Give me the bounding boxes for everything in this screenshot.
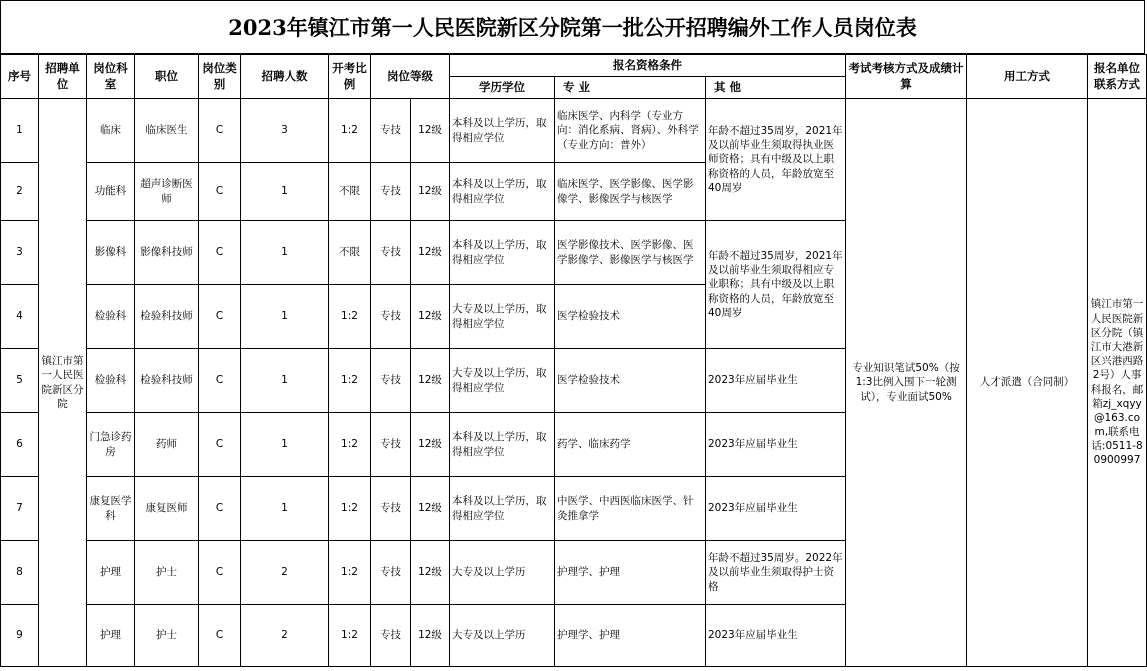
cell-position: 康复医师 <box>135 477 199 541</box>
cell-level-grade: 12级 <box>411 221 450 285</box>
positions-table <box>0 54 1147 667</box>
cell-other: 2023年应届毕业生 <box>706 349 846 413</box>
cell-major: 医学影像技术、医学影像、医学影像学、影像医学与核医学 <box>555 221 706 285</box>
cell-level-grade: 12级 <box>411 99 450 163</box>
cell-other: 年龄不超过35周岁，2021年及以前毕业生须取得执业医师资格；具有中级及以上职称资格的人员，年龄放宽至40周岁 <box>706 99 846 221</box>
cell-dept: 门急诊药房 <box>87 413 135 477</box>
header-major: 专 业 <box>555 77 706 99</box>
header-category: 岗位类别 <box>199 55 241 99</box>
cell-level-grade: 12级 <box>411 349 450 413</box>
cell-category: C <box>199 221 241 285</box>
cell-other: 2023年应届毕业生 <box>706 477 846 541</box>
cell-dept: 功能科 <box>87 163 135 221</box>
cell-category: C <box>199 477 241 541</box>
cell-education: 大专及以上学历 <box>450 605 555 667</box>
header-row <box>1 55 1147 77</box>
cell-dept: 康复医学科 <box>87 477 135 541</box>
cell-ratio: 1:2 <box>329 349 371 413</box>
cell-dept: 护理 <box>87 605 135 667</box>
cell-ratio: 1:2 <box>329 285 371 349</box>
cell-major: 护理学、护理 <box>555 541 706 605</box>
cell-unit: 镇江市第一人民医院新区分院 <box>39 99 87 667</box>
cell-position: 超声诊断医师 <box>135 163 199 221</box>
cell-seq: 9 <box>1 605 39 667</box>
cell-category: C <box>199 99 241 163</box>
cell-seq: 7 <box>1 477 39 541</box>
cell-ratio: 1:2 <box>329 541 371 605</box>
cell-ratio: 1:2 <box>329 413 371 477</box>
cell-count: 1 <box>241 163 329 221</box>
cell-count: 1 <box>241 413 329 477</box>
cell-education: 本科及以上学历，取得相应学位 <box>450 413 555 477</box>
cell-other: 年龄不超过35周岁。2022年及以前毕业生须取得护士资格 <box>706 541 846 605</box>
header-other: 其 他 <box>706 77 846 99</box>
cell-position: 护士 <box>135 605 199 667</box>
cell-dept: 检验科 <box>87 349 135 413</box>
cell-level-grade: 12级 <box>411 413 450 477</box>
cell-major: 医学检验技术 <box>555 285 706 349</box>
cell-category: C <box>199 541 241 605</box>
cell-dept: 影像科 <box>87 221 135 285</box>
cell-position: 检验科技师 <box>135 285 199 349</box>
cell-category: C <box>199 163 241 221</box>
cell-count: 1 <box>241 349 329 413</box>
cell-position: 临床医生 <box>135 99 199 163</box>
cell-level-type: 专技 <box>371 221 411 285</box>
cell-position: 影像科技师 <box>135 221 199 285</box>
cell-ratio: 1:2 <box>329 605 371 667</box>
cell-position: 药师 <box>135 413 199 477</box>
cell-ratio: 1:2 <box>329 477 371 541</box>
cell-position: 护士 <box>135 541 199 605</box>
header-qualifications: 报名资格条件 <box>450 55 846 77</box>
cell-major: 中医学、中西医临床医学、针灸推拿学 <box>555 477 706 541</box>
cell-major: 护理学、护理 <box>555 605 706 667</box>
cell-level-type: 专技 <box>371 477 411 541</box>
cell-dept: 护理 <box>87 541 135 605</box>
table-title: 2023年镇江市第一人民医院新区分院第一批公开招聘编外工作人员岗位表 <box>0 0 1145 54</box>
cell-level-type: 专技 <box>371 285 411 349</box>
cell-level-type: 专技 <box>371 163 411 221</box>
header-ratio: 开考比例 <box>329 55 371 99</box>
cell-level-grade: 12级 <box>411 605 450 667</box>
cell-level-grade: 12级 <box>411 285 450 349</box>
cell-level-type: 专技 <box>371 349 411 413</box>
cell-count: 3 <box>241 99 329 163</box>
cell-seq: 5 <box>1 349 39 413</box>
cell-dept: 检验科 <box>87 285 135 349</box>
cell-ratio: 不限 <box>329 163 371 221</box>
cell-category: C <box>199 349 241 413</box>
cell-contact: 镇江市第一人民医院新区分院（镇江市大港新区兴港西路2号）人事科报名，邮箱zj_xqyy@163.com,联系电话:0511-80900997 <box>1088 99 1147 667</box>
cell-count: 1 <box>241 477 329 541</box>
cell-education: 大专及以上学历 <box>450 541 555 605</box>
cell-count: 2 <box>241 541 329 605</box>
cell-education: 本科及以上学历，取得相应学位 <box>450 163 555 221</box>
cell-other: 2023年应届毕业生 <box>706 413 846 477</box>
header-level: 岗位等级 <box>371 55 450 99</box>
cell-employment: 人才派遣（合同制） <box>967 99 1088 667</box>
cell-level-type: 专技 <box>371 605 411 667</box>
header-count: 招聘人数 <box>241 55 329 99</box>
cell-education: 本科及以上学历，取得相应学位 <box>450 477 555 541</box>
cell-education: 本科及以上学历，取得相应学位 <box>450 99 555 163</box>
header-position: 职位 <box>135 55 199 99</box>
cell-seq: 1 <box>1 99 39 163</box>
cell-count: 1 <box>241 221 329 285</box>
header-exam: 考试考核方式及成绩计算 <box>846 55 967 99</box>
cell-education: 大专及以上学历，取得相应学位 <box>450 285 555 349</box>
cell-category: C <box>199 605 241 667</box>
cell-other: 年龄不超过35周岁，2021年及以前毕业生须取得相应专业职称；具有中级及以上职称资格的人员，年龄放宽至40周岁 <box>706 221 846 349</box>
cell-education: 大专及以上学历，取得相应学位 <box>450 349 555 413</box>
cell-level-type: 专技 <box>371 413 411 477</box>
cell-seq: 6 <box>1 413 39 477</box>
cell-seq: 4 <box>1 285 39 349</box>
cell-ratio: 1:2 <box>329 99 371 163</box>
header-dept: 岗位科室 <box>87 55 135 99</box>
cell-category: C <box>199 285 241 349</box>
cell-category: C <box>199 413 241 477</box>
header-unit: 招聘单位 <box>39 55 87 99</box>
cell-position: 检验科技师 <box>135 349 199 413</box>
cell-major: 临床医学、内科学（专业方向：消化系病、肾病）、外科学（专业方向：普外） <box>555 99 706 163</box>
cell-education: 本科及以上学历，取得相应学位 <box>450 221 555 285</box>
cell-seq: 3 <box>1 221 39 285</box>
table-row <box>1 99 1147 163</box>
cell-other: 2023年应届毕业生 <box>706 605 846 667</box>
cell-major: 药学、临床药学 <box>555 413 706 477</box>
cell-count: 2 <box>241 605 329 667</box>
cell-major: 医学检验技术 <box>555 349 706 413</box>
cell-level-type: 专技 <box>371 99 411 163</box>
cell-level-type: 专技 <box>371 541 411 605</box>
header-employment: 用工方式 <box>967 55 1088 99</box>
cell-count: 1 <box>241 285 329 349</box>
header-education: 学历学位 <box>450 77 555 99</box>
cell-seq: 8 <box>1 541 39 605</box>
cell-ratio: 不限 <box>329 221 371 285</box>
cell-level-grade: 12级 <box>411 163 450 221</box>
cell-level-grade: 12级 <box>411 477 450 541</box>
cell-exam: 专业知识笔试50%（按1:3比例入围下一轮测试），专业面试50% <box>846 99 967 667</box>
cell-dept: 临床 <box>87 99 135 163</box>
cell-level-grade: 12级 <box>411 541 450 605</box>
cell-seq: 2 <box>1 163 39 221</box>
header-seq: 序号 <box>1 55 39 99</box>
cell-major: 临床医学、医学影像、医学影像学、影像医学与核医学 <box>555 163 706 221</box>
header-contact: 报名单位联系方式 <box>1088 55 1147 99</box>
